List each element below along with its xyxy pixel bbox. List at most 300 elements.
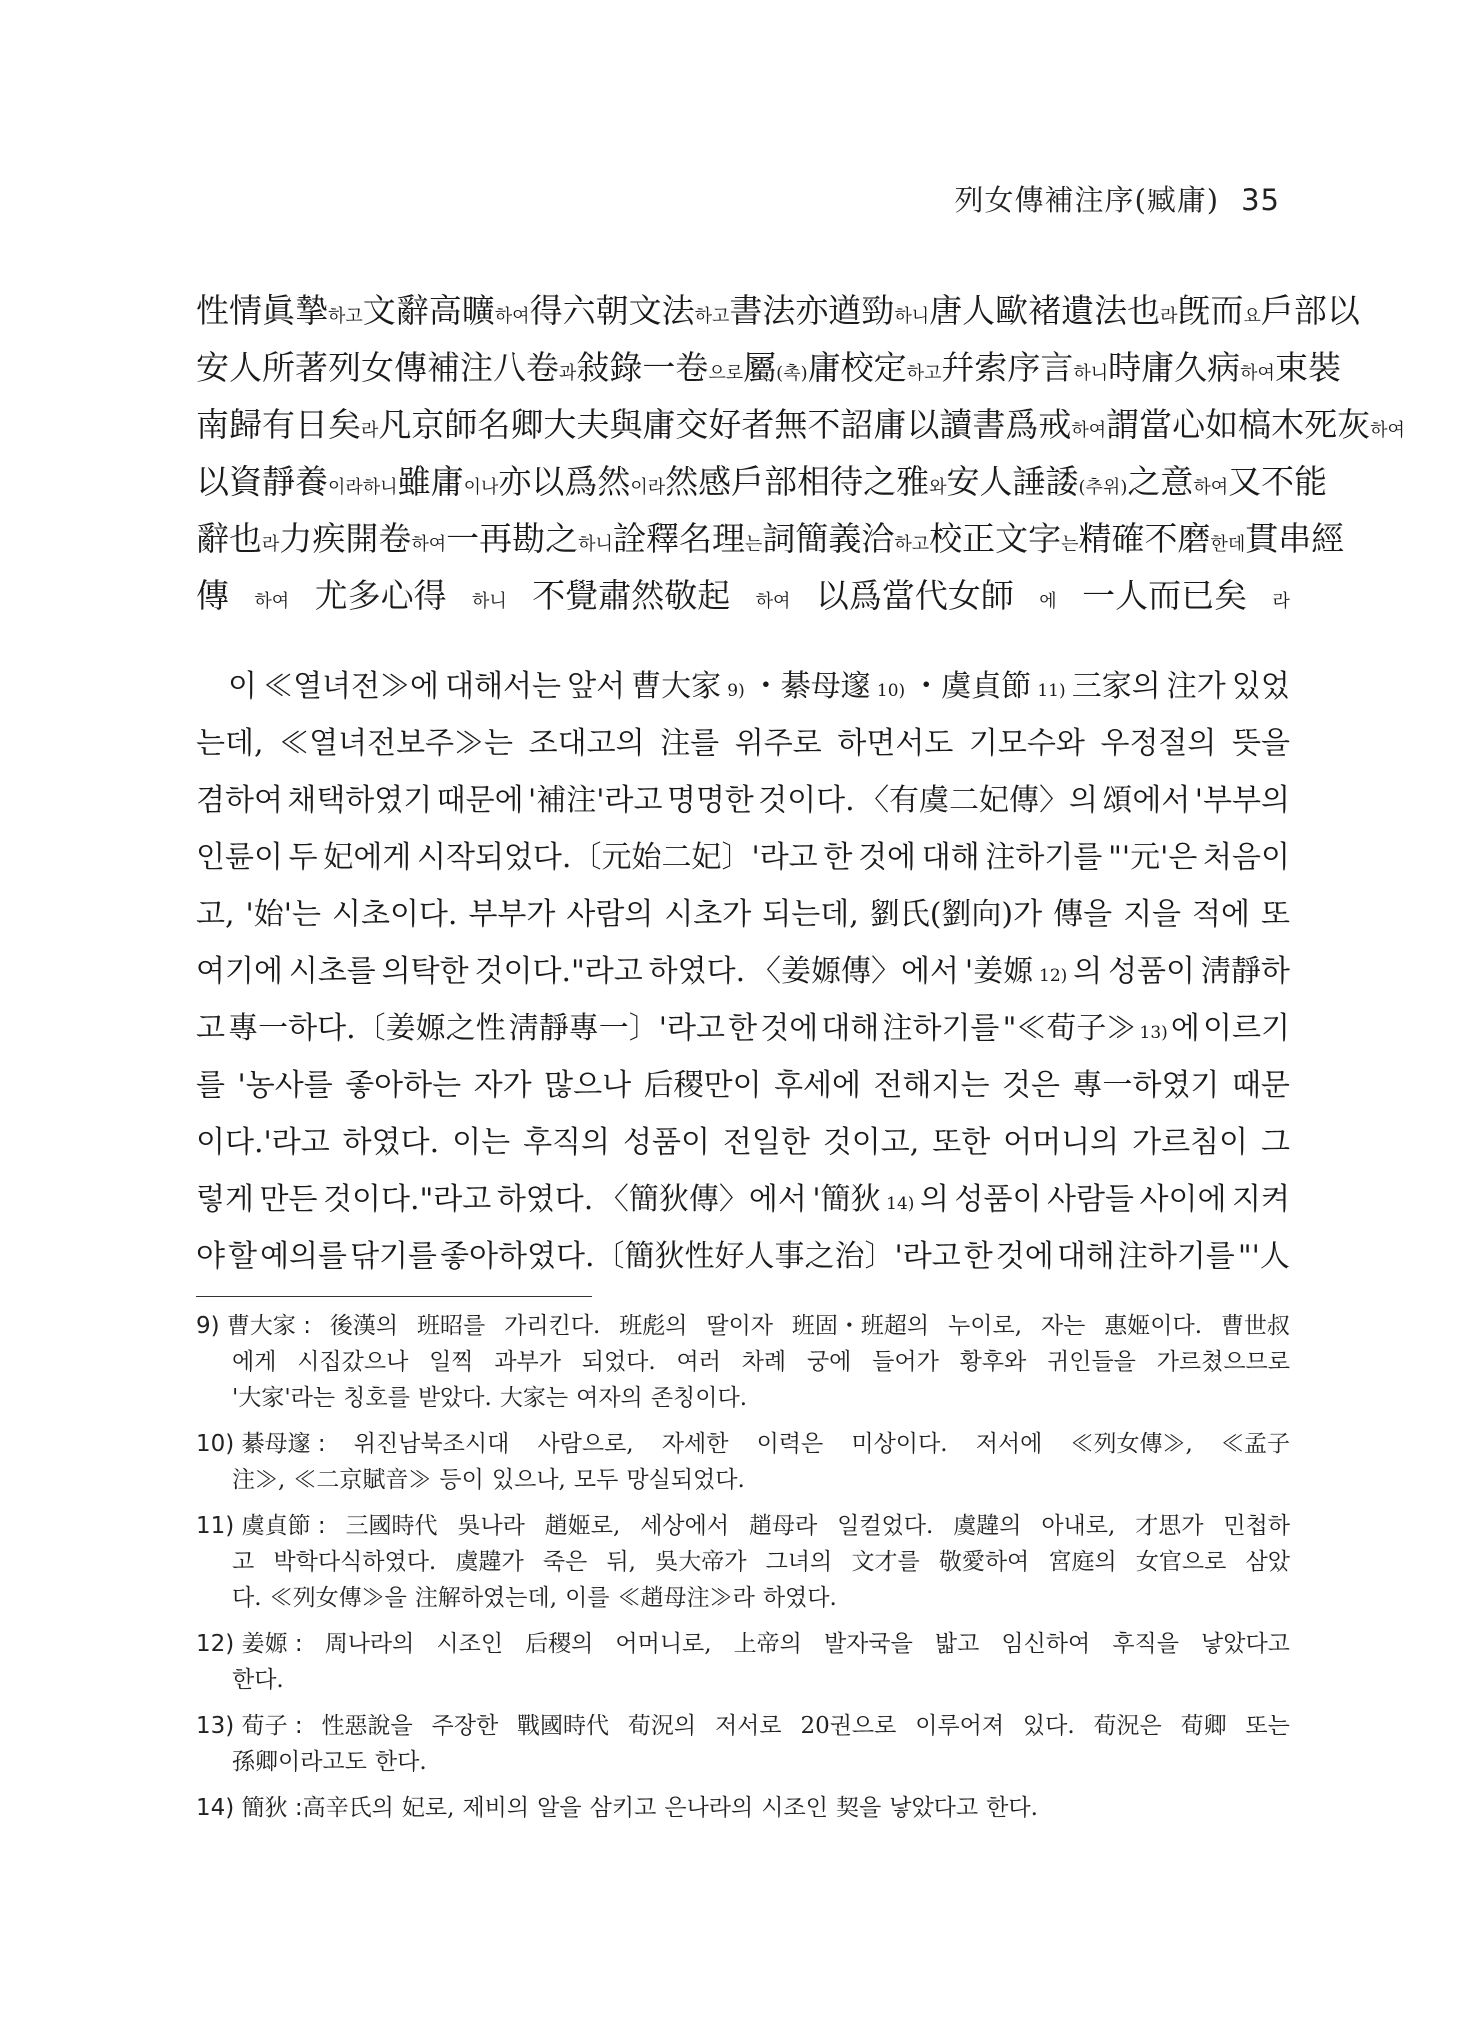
translation-word: 때문에 xyxy=(436,783,524,818)
footnote-word: 孫卿이라고도 xyxy=(232,1749,367,1775)
translation-word: 注가 xyxy=(1166,669,1226,704)
grammar-particle: (촉) xyxy=(776,363,808,384)
footnote-word: 황후와 xyxy=(959,1349,1027,1375)
hanmun-phrase: 貫串經 xyxy=(1245,519,1345,558)
translation-word: "≪荀子≫ xyxy=(1002,1011,1137,1046)
footnote-line xyxy=(196,1508,1290,1544)
translation-line: 이 ≪열녀전≫에 대해서는 앞서 曹大家 9) ・綦母邃 10) ・虞貞節 11) 三家의 注가 있었 xyxy=(196,658,1290,715)
footnote-word: ≪列女傳≫, xyxy=(1070,1431,1193,1457)
translation-word: 것에 xyxy=(995,1239,1054,1274)
translation-line xyxy=(196,829,1290,886)
hanmun-line xyxy=(196,567,1290,624)
footnote-word: 契을 xyxy=(835,1795,882,1821)
footnote-word: 에게 xyxy=(232,1349,277,1375)
translation-word: 한 xyxy=(728,1011,758,1046)
footnote-word: 한다. xyxy=(374,1749,427,1775)
footnote-number: 14) xyxy=(196,1795,235,1821)
translation-word: 하였다. xyxy=(648,954,746,989)
footnote-word: 과부가 xyxy=(494,1349,561,1375)
translation-word: 의 xyxy=(919,1182,949,1217)
translation-word: 傳을 xyxy=(1053,897,1113,932)
translation-word: 위주로 xyxy=(734,726,822,761)
translation-word: 注를 xyxy=(660,726,720,761)
footnote-word: 차례 xyxy=(741,1349,787,1375)
footnote-word: 아내로, xyxy=(1041,1513,1116,1539)
translation-word: 하였다. xyxy=(342,1125,440,1160)
translation-word: 專一하였기 xyxy=(1072,1068,1220,1103)
footnote-word: 荀況의 xyxy=(627,1713,697,1739)
translation-word: '補注'라고 xyxy=(527,783,663,818)
grammar-particle: 하여 xyxy=(755,591,791,612)
footnote-word: 낳았다고 xyxy=(889,1795,979,1821)
hanmun-phrase: 凡京師名卿大夫與庸交好者 xyxy=(378,405,775,444)
footnote-word: 荀卿 xyxy=(1180,1713,1227,1739)
footnote-word: 제비의 xyxy=(462,1795,530,1821)
grammar-particle: 하니 xyxy=(1073,363,1109,384)
grammar-particle: 하니 xyxy=(894,306,930,327)
footnote-word: 들어가 xyxy=(872,1349,939,1375)
korean-translation xyxy=(196,658,1290,1285)
footnote-word: 저서에 xyxy=(975,1431,1043,1457)
footnote-word: 사람으로, xyxy=(537,1431,634,1457)
translation-word: 것에 xyxy=(858,840,917,875)
footnotes xyxy=(196,1308,1290,1836)
hanmun-phrase: 謂當心如槁木死灰 xyxy=(1106,405,1371,444)
footnote-word: 임신하여 xyxy=(1001,1631,1091,1657)
footnote-item xyxy=(196,1708,1290,1780)
hanmun-phrase: 幷索序言 xyxy=(941,348,1074,387)
translation-word: '부부의 xyxy=(1194,783,1290,818)
footnote-word: 班彪의 xyxy=(619,1313,688,1339)
footnote-line xyxy=(196,1344,1290,1380)
footnote-word: 班昭를 xyxy=(417,1313,486,1339)
footnote-head: 12) 姜嫄 : xyxy=(196,1631,303,1657)
footnote-word: 주장한 xyxy=(431,1713,499,1739)
footnote-word: 존칭이다. xyxy=(650,1385,748,1411)
footnote-word: 삼키고 xyxy=(589,1795,657,1821)
hanmun-phrase: 詞簡義洽 xyxy=(762,519,895,558)
hanmun-phrase: 旣而 xyxy=(1177,291,1244,330)
footnote-number: 12) xyxy=(196,1631,235,1657)
translation-word: 후직의 xyxy=(523,1125,611,1160)
grammar-particle: 하니 xyxy=(578,534,613,555)
translation-word: 또 xyxy=(1260,897,1290,932)
hanmun-line xyxy=(196,510,1345,567)
hanmun-phrase: 庸校定 xyxy=(807,348,907,387)
running-header xyxy=(954,178,1280,219)
footnote-term: 荀子 xyxy=(241,1713,288,1739)
translation-word: 이다.'라고 xyxy=(196,1125,330,1160)
translation-line xyxy=(196,1114,1290,1171)
footnote-word: 뒤, xyxy=(606,1549,636,1575)
translation-word: 시초를 xyxy=(288,954,376,989)
footnote-word: 戰國時代 xyxy=(517,1713,610,1739)
hanmun-phrase: 傳 xyxy=(196,576,229,615)
footnote-line xyxy=(196,1462,1290,1498)
translation-word: 닦기를 xyxy=(350,1239,438,1274)
translation-word: 시초가 xyxy=(664,897,752,932)
translation-word: 劉氏(劉向)가 xyxy=(869,897,1043,932)
translation-word: 좋아하였다.〔簡狄性好人事之治〕'라고 xyxy=(440,1239,961,1274)
footnote-word: 宮庭의 xyxy=(1048,1549,1117,1575)
translation-line xyxy=(196,772,1290,829)
footnote-word: 되었다. xyxy=(581,1349,656,1375)
translation-word: 시초이다. xyxy=(331,897,458,932)
translation-word: 사람들 xyxy=(1047,1182,1134,1217)
hanmun-phrase: 又不能 xyxy=(1228,462,1328,501)
footnote-word: 있으나, xyxy=(491,1467,566,1493)
hanmun-line xyxy=(196,282,1360,339)
footnote-line xyxy=(196,1744,1290,1780)
footnote-number: 11) xyxy=(196,1513,235,1539)
translation-word: 기모수와 xyxy=(968,726,1085,761)
footnote-term: 虞貞節 xyxy=(241,1513,311,1539)
translation-word: 성품이 xyxy=(622,1125,710,1160)
running-title: 列女傳補注序(臧庸) xyxy=(954,183,1220,217)
footnote-word: ≪趙母注≫라 xyxy=(617,1585,755,1611)
translation-word: ・綦母邃 xyxy=(750,669,871,704)
footnote-word: 高辛氏의 xyxy=(302,1795,394,1821)
translation-word: 어머니의 xyxy=(1003,1125,1120,1160)
footnote-word: 시집갔으나 xyxy=(297,1349,409,1375)
translation-word: 고, xyxy=(196,897,235,932)
translation-word: 때문 xyxy=(1231,1068,1290,1103)
footnote-word: 여자의 xyxy=(576,1385,643,1411)
footnote-line xyxy=(196,1662,1290,1698)
footnote-line xyxy=(196,1426,1290,1462)
translation-word: 三家의 xyxy=(1071,669,1161,704)
hanmun-phrase: 一人而已矣 xyxy=(1082,576,1248,615)
translation-word: 지켜 xyxy=(1232,1182,1290,1217)
translation-word: '簡狄 xyxy=(812,1182,881,1217)
footnote-word: 敬愛하여 xyxy=(938,1549,1030,1575)
footnote-word: 여러 xyxy=(676,1349,721,1375)
grammar-particle: 하여 xyxy=(1240,363,1275,384)
footnote-word: 注≫, xyxy=(232,1467,286,1493)
footnote-item xyxy=(196,1426,1290,1498)
translation-word: 자가 xyxy=(473,1068,532,1103)
footnote-word: 그녀의 xyxy=(765,1549,833,1575)
hanmun-phrase: 書法亦遒勁 xyxy=(729,291,895,330)
translation-word: 시작되었다.〔元始二妃〕'라고 xyxy=(417,840,818,875)
hanmun-phrase: 文辭高曠 xyxy=(362,291,495,330)
footnote-word: 三國時代 xyxy=(345,1513,438,1539)
footnote-word: 고 xyxy=(232,1549,255,1575)
translation-word: '始'는 xyxy=(245,897,321,932)
hanmun-phrase: 以爲當代女師 xyxy=(815,576,1014,615)
footnote-word: 낳았다고 xyxy=(1201,1631,1290,1657)
hanmun-line xyxy=(196,453,1328,510)
footnote-line xyxy=(196,1544,1290,1580)
translation-word: 것에 xyxy=(760,1011,819,1046)
grammar-particle: 과 xyxy=(559,363,577,384)
translation-word: 그 xyxy=(1261,1125,1290,1160)
grammar-particle: 는 xyxy=(744,534,763,555)
hanmun-phrase: 尤多心得 xyxy=(314,576,447,615)
hanmun-phrase: 亦以爲然 xyxy=(498,462,631,501)
grammar-particle: 이라 xyxy=(630,477,666,498)
hanmun-phrase: 得六朝文法 xyxy=(529,291,695,330)
footnote-item xyxy=(196,1790,1290,1826)
translation-word: 后稷만이 xyxy=(643,1068,762,1103)
footnote-term: 姜嫄 xyxy=(241,1631,288,1657)
translation-word: 注하기를 xyxy=(985,840,1103,875)
footnote-word: 이력은 xyxy=(756,1431,824,1457)
footnote-head: 14) 簡狄 : xyxy=(196,1795,303,1821)
translation-word: 頌에서 xyxy=(1102,783,1191,818)
hanmun-phrase: 屬 xyxy=(743,348,777,387)
footnote-word: 性惡說을 xyxy=(321,1713,413,1739)
footnote-word: 알을 xyxy=(537,1795,582,1821)
grammar-particle: 한데 xyxy=(1210,534,1246,555)
footnote-number: 13) xyxy=(196,1713,235,1739)
translation-word: 뜻을 xyxy=(1232,726,1290,761)
footnote-line xyxy=(196,1380,1290,1416)
footnote-word: 한다. xyxy=(986,1795,1038,1821)
footnote-divider xyxy=(196,1296,592,1297)
translation-word: 한 xyxy=(823,840,853,875)
hanmun-phrase: 辭也 xyxy=(196,519,262,558)
translation-word: 인륜이 xyxy=(196,840,283,875)
hanmun-phrase: 南歸有日矣 xyxy=(196,405,361,444)
footnote-item xyxy=(196,1508,1290,1616)
hanmun-phrase: 力疾開卷 xyxy=(279,519,412,558)
footnote-word: 귀인들을 xyxy=(1047,1349,1136,1375)
translation-word: 하였다. xyxy=(496,1182,594,1217)
translation-word: 적에 xyxy=(1192,897,1250,932)
translation-word: 예의를 xyxy=(260,1239,348,1274)
footnote-word: 죽은 xyxy=(542,1549,588,1575)
translation-word: 성품이 xyxy=(1108,954,1196,989)
footnote-word: 일컬었다. xyxy=(837,1513,934,1539)
footnote-word: 있다. xyxy=(1022,1713,1075,1739)
footnote-word: 시조인 xyxy=(761,1795,828,1821)
translation-word: 지을 xyxy=(1123,897,1182,932)
translation-word: 부부가 xyxy=(468,897,556,932)
hanmun-phrase: 一再勘之 xyxy=(446,519,579,558)
footnote-head: 10) 綦母邃 : xyxy=(196,1431,326,1457)
hanmun-line xyxy=(196,339,1341,396)
translation-word: 妃에게 xyxy=(323,840,412,875)
translation-word: 가르침이 xyxy=(1132,1125,1249,1160)
hanmun-phrase: 性情眞摯 xyxy=(196,291,328,330)
hanmun-phrase: 精確不磨 xyxy=(1078,519,1211,558)
footnote-word: '大家'라는 xyxy=(232,1385,336,1411)
footnote-item xyxy=(196,1308,1290,1416)
footnote-word: 모두 xyxy=(573,1467,619,1493)
translation-word: 또한 xyxy=(932,1125,991,1160)
footnote-word: ≪孟子 xyxy=(1220,1431,1290,1457)
grammar-particle: 이나 xyxy=(463,477,499,498)
hanmun-phrase: 不覺肅然敬起 xyxy=(532,576,731,615)
grammar-particle: 하고 xyxy=(694,306,730,327)
translation-word: 앞서 xyxy=(567,669,626,704)
footnote-term: 綦母邃 xyxy=(241,1431,311,1457)
grammar-particle: 하여 xyxy=(411,534,447,555)
translation-word: 專一하다.〔姜嫄之性 xyxy=(228,1011,506,1046)
translation-word: 淸靜專一〕'라고 xyxy=(508,1011,725,1046)
footnote-word: 자세한 xyxy=(661,1431,729,1457)
footnote-word: 이를 xyxy=(565,1585,610,1611)
translation-word: 것이고, xyxy=(822,1125,920,1160)
footnote-term: 簡狄 xyxy=(241,1795,288,1821)
translation-word: 전해지는 xyxy=(873,1068,990,1103)
footnote-head: 11) 虞貞節 : xyxy=(196,1513,326,1539)
footnote-line xyxy=(196,1580,1290,1616)
translation-line xyxy=(196,1228,1290,1285)
footnote-word: 이루어져 xyxy=(915,1713,1005,1739)
grammar-particle: 에 xyxy=(1039,591,1057,612)
translation-word: 사이에 xyxy=(1139,1182,1227,1217)
translation-word: "'元'은 xyxy=(1108,840,1198,875)
translation-word: 대해 xyxy=(821,1011,880,1046)
translation-word: 注하기를 xyxy=(1117,1239,1235,1274)
translation-word: 의탁한 xyxy=(381,954,469,989)
footnote-word: 칭호를 xyxy=(343,1385,410,1411)
hanmun-phrase: 安人所著列女傳補注八卷 xyxy=(196,348,559,387)
hanmun-line xyxy=(196,396,1405,453)
translation-word: ≪열녀전≫에 xyxy=(263,669,439,704)
translation-word: 고 xyxy=(196,1011,225,1046)
footnote-word: 박학다식하였다. xyxy=(273,1549,437,1575)
footnote-head: 9) 曹大家 : xyxy=(196,1313,311,1339)
footnote-word: 注解하였는데, xyxy=(414,1585,558,1611)
footnote-line xyxy=(196,1708,1290,1744)
footnote-word: 은나라의 xyxy=(664,1795,754,1821)
translation-word: '농사를 xyxy=(237,1068,333,1103)
translation-word: 것이다."라고 xyxy=(323,1182,492,1217)
page-number: 35 xyxy=(1241,183,1280,217)
translation-word: 한 xyxy=(963,1239,993,1274)
grammar-particle: 하여 xyxy=(1370,420,1405,441)
translation-word: 많으나 xyxy=(544,1068,632,1103)
footnote-word: 미상이다. xyxy=(851,1431,948,1457)
translation-word: 〈有虞二妃傳〉의 xyxy=(859,783,1099,818)
translation-word: 있었 xyxy=(1231,669,1290,704)
hanmun-phrase: 時庸久病 xyxy=(1108,348,1241,387)
footnote-number: 10) xyxy=(196,1431,235,1457)
grammar-particle: (추위) xyxy=(1078,477,1128,498)
footnote-word: 또는 xyxy=(1245,1713,1290,1739)
translation-word: 전일한 xyxy=(722,1125,810,1160)
footnote-word: 虞韙가 xyxy=(455,1549,524,1575)
hanmun-phrase: 校正文字 xyxy=(929,519,1062,558)
footnote-word: 20권으로 xyxy=(800,1713,897,1739)
hanmun-phrase: 唐人歐褚遺法也 xyxy=(929,291,1161,330)
translation-line xyxy=(196,715,1290,772)
translation-word: 의 xyxy=(1073,954,1103,989)
translation-word: 〈簡狄傳〉에서 xyxy=(598,1182,807,1217)
footnote-word: 후직을 xyxy=(1112,1631,1179,1657)
translation-word: 하면서도 xyxy=(837,726,954,761)
translation-word: ・虞貞節 xyxy=(911,669,1032,704)
translation-word: 렇게 xyxy=(196,1182,254,1217)
footnote-word: 딸이자 xyxy=(706,1313,774,1339)
footnote-number: 9) xyxy=(196,1313,220,1339)
translation-word: 두 xyxy=(288,840,318,875)
footnote-word: 惠姬이다. xyxy=(1104,1313,1203,1339)
translation-word: 注하기를 xyxy=(882,1011,1000,1046)
footnote-head: 13) 荀子 : xyxy=(196,1713,303,1739)
footnote-word: ≪二京賦音≫ xyxy=(293,1467,432,1493)
hanmun-phrase: 詮釋名理 xyxy=(612,519,745,558)
footnote-word: 민첩하 xyxy=(1223,1513,1290,1539)
footnote-word: 趙母라 xyxy=(749,1513,818,1539)
translation-word: 것이다. xyxy=(758,783,855,818)
footnote-word: 班固・班超의 xyxy=(791,1313,930,1339)
translation-word: 것은 xyxy=(1001,1068,1060,1103)
footnote-word: 才思가 xyxy=(1135,1513,1204,1539)
footnote-word: 망실되었다. xyxy=(626,1467,745,1493)
footnote-term: 曹大家 xyxy=(226,1313,296,1339)
footnote-word: 밟고 xyxy=(934,1631,980,1657)
footnote-word: 어머니로, xyxy=(615,1631,712,1657)
footnote-word: 가리킨다. xyxy=(504,1313,601,1339)
translation-word: 조대고의 xyxy=(528,726,645,761)
footnote-word: 虞韙의 xyxy=(953,1513,1022,1539)
footnote-word: 궁에 xyxy=(806,1349,852,1375)
footnote-word: 다. xyxy=(232,1585,262,1611)
grammar-particle: 이라하니 xyxy=(328,477,398,498)
translation-line: 고 專一하다.〔姜嫄之性 淸靜專一〕'라고 한 것에 대해 注하기를 "≪荀子≫ 13) 에 이르기 xyxy=(196,1000,1290,1057)
grammar-particle: 하고 xyxy=(894,534,930,555)
translation-line xyxy=(196,1057,1290,1114)
footnote-word: 吳나라 xyxy=(457,1513,525,1539)
footnote-item xyxy=(196,1626,1290,1698)
grammar-particle: 하여 xyxy=(494,306,530,327)
translation-word: 명명한 xyxy=(666,783,754,818)
translation-word: 사람의 xyxy=(566,897,654,932)
translation-word: "'人 xyxy=(1237,1239,1290,1274)
classical-chinese-text xyxy=(196,282,1405,624)
translation-word: ≪열녀전보주≫는 xyxy=(279,726,514,761)
translation-word: 만든 xyxy=(259,1182,318,1217)
translation-word: '姜嫄 xyxy=(964,954,1034,989)
footnote-word: 등이 xyxy=(439,1467,484,1493)
translation-word: 이 xyxy=(228,669,257,704)
hanmun-phrase: 束裝 xyxy=(1274,348,1341,387)
translation-word: 할 xyxy=(228,1239,258,1274)
grammar-particle: 으로 xyxy=(708,363,744,384)
hanmun-phrase: 然感戶部相待之雅 xyxy=(665,462,930,501)
footnote-word: ≪列女傳≫을 xyxy=(269,1585,407,1611)
translation-word: 曹大家 xyxy=(631,669,722,704)
grammar-particle: 하니 xyxy=(472,591,507,612)
translation-word: 여기에 xyxy=(196,954,283,989)
grammar-particle: 는 xyxy=(1061,534,1079,555)
translation-word: 후세에 xyxy=(774,1068,862,1103)
footnote-word: 저서로 xyxy=(714,1713,782,1739)
translation-word: 에 xyxy=(1170,1011,1200,1046)
footnote-word: 吳大帝가 xyxy=(655,1549,747,1575)
translation-word: 대해 xyxy=(1056,1239,1115,1274)
translation-word: 를 xyxy=(196,1068,225,1103)
translation-word: 채택하였기 xyxy=(287,783,433,818)
translation-word: 대해서는 xyxy=(445,669,562,704)
footnote-word: 삼았 xyxy=(1245,1549,1290,1575)
grammar-particle: 하고 xyxy=(906,363,942,384)
footnote-word: 妃로, xyxy=(401,1795,455,1821)
hanmun-phrase: 無不詔庸以讀書爲戒 xyxy=(774,405,1072,444)
footnote-word: 위진남북조시대 xyxy=(353,1431,510,1457)
footnote-word: 자는 xyxy=(1040,1313,1086,1339)
footnote-word: 일찍 xyxy=(429,1349,474,1375)
footnote-word: 荀況은 xyxy=(1093,1713,1162,1739)
translation-word: 좋아하는 xyxy=(345,1068,462,1103)
translation-word: 처음이 xyxy=(1203,840,1290,875)
footnote-word: 가르쳤으므로 xyxy=(1156,1349,1290,1375)
translation-line xyxy=(196,886,1290,943)
